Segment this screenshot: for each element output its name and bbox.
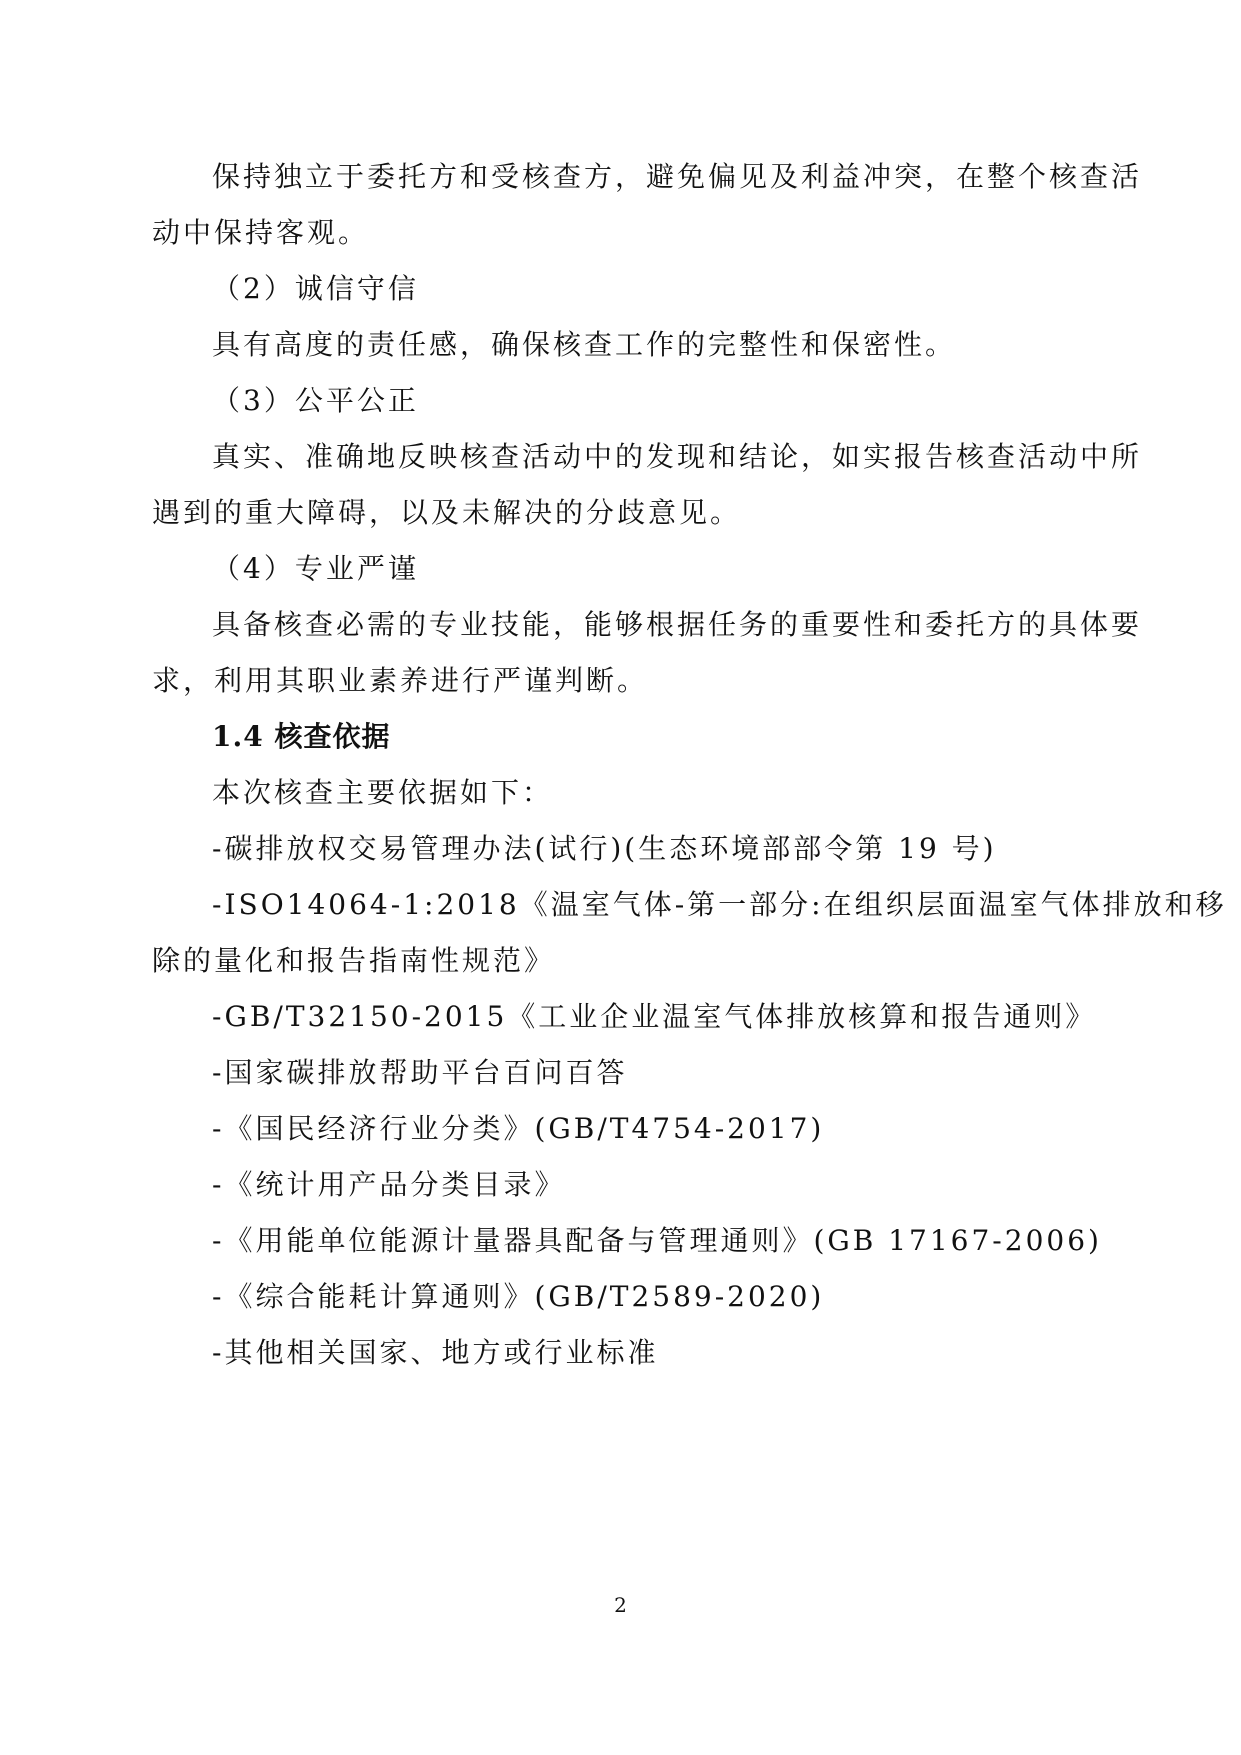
paragraph-professionalism-line-2: 求，利用其职业素养进行严谨判断。 xyxy=(152,664,649,697)
basis-item-gbt32150: -GB/T32150-2015《工业企业温室气体排放核算和报告通则》 xyxy=(212,1000,1097,1033)
paragraph-basis-intro: 本次核查主要依据如下： xyxy=(212,776,554,809)
basis-item-industry-classification: -《国民经济行业分类》(GB/T4754-2017) xyxy=(212,1112,825,1145)
paragraph-professionalism-line-1: 具备核查必需的专业技能，能够根据任务的重要性和委托方的具体要 xyxy=(212,608,1143,641)
basis-item-help-platform: -国家碳排放帮助平台百问百答 xyxy=(212,1056,628,1089)
basis-item-iso14064-line-2: 除的量化和报告指南性规范》 xyxy=(152,944,556,977)
paragraph-integrity: 具有高度的责任感，确保核查工作的完整性和保密性。 xyxy=(212,328,957,361)
basis-item-iso14064-line-1: -ISO14064-1:2018《温室气体-第一部分:在组织层面温室气体排放和移 xyxy=(212,888,1227,921)
paragraph-independence-line-2: 动中保持客观。 xyxy=(152,216,370,249)
section-heading-basis: 1.4 核查依据 xyxy=(212,720,391,753)
basis-item-product-catalog: -《统计用产品分类目录》 xyxy=(212,1168,566,1201)
basis-item-other-standards: -其他相关国家、地方或行业标准 xyxy=(212,1336,659,1369)
basis-item-energy-consumption: -《综合能耗计算通则》(GB/T2589-2020) xyxy=(212,1280,825,1313)
paragraph-fairness-line-1: 真实、准确地反映核查活动中的发现和结论，如实报告核查活动中所 xyxy=(212,440,1143,473)
paragraph-independence-line-1: 保持独立于委托方和受核查方，避免偏见及利益冲突，在整个核查活 xyxy=(212,160,1143,193)
subheading-integrity: （2）诚信守信 xyxy=(212,272,419,305)
subheading-fairness: （3）公平公正 xyxy=(212,384,419,417)
basis-item-metering-gb17167: -《用能单位能源计量器具配备与管理通则》(GB 17167-2006) xyxy=(212,1224,1102,1257)
basis-item-carbon-trading: -碳排放权交易管理办法(试行)(生态环境部部令第 19 号) xyxy=(212,832,997,865)
paragraph-fairness-line-2: 遇到的重大障碍，以及未解决的分歧意见。 xyxy=(152,496,742,529)
page-number: 2 xyxy=(614,1593,627,1617)
subheading-professionalism: （4）专业严谨 xyxy=(212,552,419,585)
